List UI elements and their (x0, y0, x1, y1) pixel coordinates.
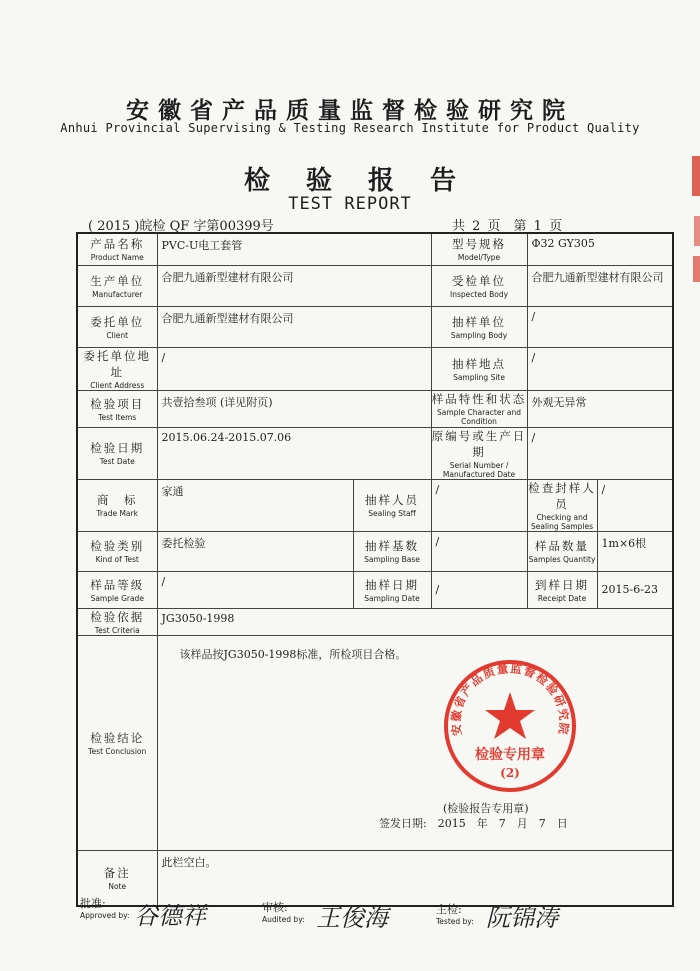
value-checking-staff: / (597, 479, 673, 531)
value-test-date: 2015.06.24-2015.07.06 (157, 427, 431, 479)
label-sample-condition: 样品特性和状态 Sample Character and Condition (431, 392, 527, 426)
report-title-cn: 检验报告 (243, 166, 492, 196)
label-client: 委托单位 Client (77, 306, 157, 347)
stamp-note: (检验报告专用章) (443, 802, 529, 815)
value-product-name: PVC-U电工套管 (157, 233, 431, 265)
value-note: 此栏空白。 (157, 850, 673, 906)
sign-date: 签发日期: 2015 年 7 月 7 日 (379, 817, 568, 830)
report-table (76, 232, 674, 907)
value-test-items: 共壹拾叁项 (详见附页) (157, 390, 431, 427)
label-sampling-site: 抽样地点 Sampling Site (431, 347, 527, 390)
label-manufacturer: 生产单位 Manufacturer (77, 265, 157, 306)
value-client: 合肥九通新型建材有限公司 (157, 306, 431, 347)
approved-label: 批准: Approved by: (80, 897, 130, 920)
audited-label: 审核: Audited by: (262, 901, 305, 924)
label-sealing-staff: 抽样人员 Sealing Staff (353, 479, 431, 531)
label-sampling-date: 抽样日期 Sampling Date (353, 571, 431, 608)
report-number: ( 2015 )皖检 QF 字第00399号 (88, 219, 274, 234)
label-note: 备注 Note (77, 850, 157, 906)
label-client-address: 委托单位地址 Client Address (77, 347, 157, 390)
label-test-criteria: 检验依据 Test Criteria (77, 608, 157, 635)
label-model: 型号规格 Model/Type (431, 233, 527, 265)
label-sample-quantity: 样品数量 Samples Quantity (527, 531, 597, 571)
seal-star-icon (485, 692, 535, 739)
seal-number: (2) (500, 766, 520, 780)
institute-name-en: Anhui Provincial Supervising & Testing Research Institute for Product Quality (60, 121, 640, 135)
value-sampling-site: / (527, 347, 673, 390)
value-serial-number: / (527, 427, 673, 479)
report-title-en: TEST REPORT (288, 194, 412, 214)
value-test-criteria: JG3050-1998 (157, 608, 673, 635)
value-conclusion: 该样品按JG3050-1998标准，所检项目合格。 (157, 635, 673, 850)
institute-name-cn: 安徽省产品质量监督检验研究院 (126, 97, 574, 124)
approved-signature: 谷德祥 (134, 902, 206, 930)
label-serial-number: 原编号或生产日期 Serial Number / Manufactured Date (431, 428, 527, 479)
label-product-name: 产品名称 Product Name (77, 233, 157, 265)
value-client-address: / (157, 347, 431, 390)
label-test-items: 检验项目 Test Items (77, 390, 157, 427)
seal-purpose: 检验专用章 (475, 747, 545, 763)
tested-label: 主检: Tested by: (436, 903, 474, 926)
label-inspected-body: 受检单位 Inspected Body (431, 265, 527, 306)
label-sampling-base: 抽样基数 Sampling Base (353, 531, 431, 571)
label-sampling-body: 抽样单位 Sampling Body (431, 306, 527, 347)
seal-org-text: 安徽省产品质量监督检验研究院 (448, 661, 572, 737)
value-receipt-date: 2015-6-23 (597, 571, 673, 608)
label-conclusion: 检验结论 Test Conclusion (77, 635, 157, 850)
value-sample-grade: / (157, 571, 353, 608)
label-receipt-date: 到样日期 Receipt Date (527, 571, 597, 608)
inspection-seal (442, 658, 578, 794)
page-edge-marks (684, 156, 700, 296)
value-manufacturer: 合肥九通新型建材有限公司 (157, 265, 431, 306)
value-model: Φ32 GY305 (527, 233, 673, 265)
value-sampling-body: / (527, 306, 673, 347)
label-sample-grade: 样品等级 Sample Grade (77, 571, 157, 608)
value-sample-quantity: 1m×6根 (597, 531, 673, 571)
value-trade-mark: 家通 (157, 479, 353, 531)
value-sample-condition: 外观无异常 (527, 390, 673, 427)
label-kind-of-test: 检验类别 Kind of Test (77, 531, 157, 571)
value-sampling-base: / (431, 531, 527, 571)
value-sealing-staff: / (431, 479, 527, 531)
page-count: 共 2 页 第 1 页 (452, 219, 563, 234)
audited-signature: 王俊海 (316, 904, 388, 932)
value-sampling-date: / (431, 571, 527, 608)
value-kind-of-test: 委托检验 (157, 531, 353, 571)
tested-signature: 阮锦涛 (486, 904, 558, 932)
label-checking-staff: 检查封样人员 Checking and Sealing Samples (528, 480, 596, 531)
label-trade-mark: 商 标 Trade Mark (77, 479, 157, 531)
value-inspected-body: 合肥九通新型建材有限公司 (527, 265, 673, 306)
label-test-date: 检验日期 Test Date (77, 427, 157, 479)
